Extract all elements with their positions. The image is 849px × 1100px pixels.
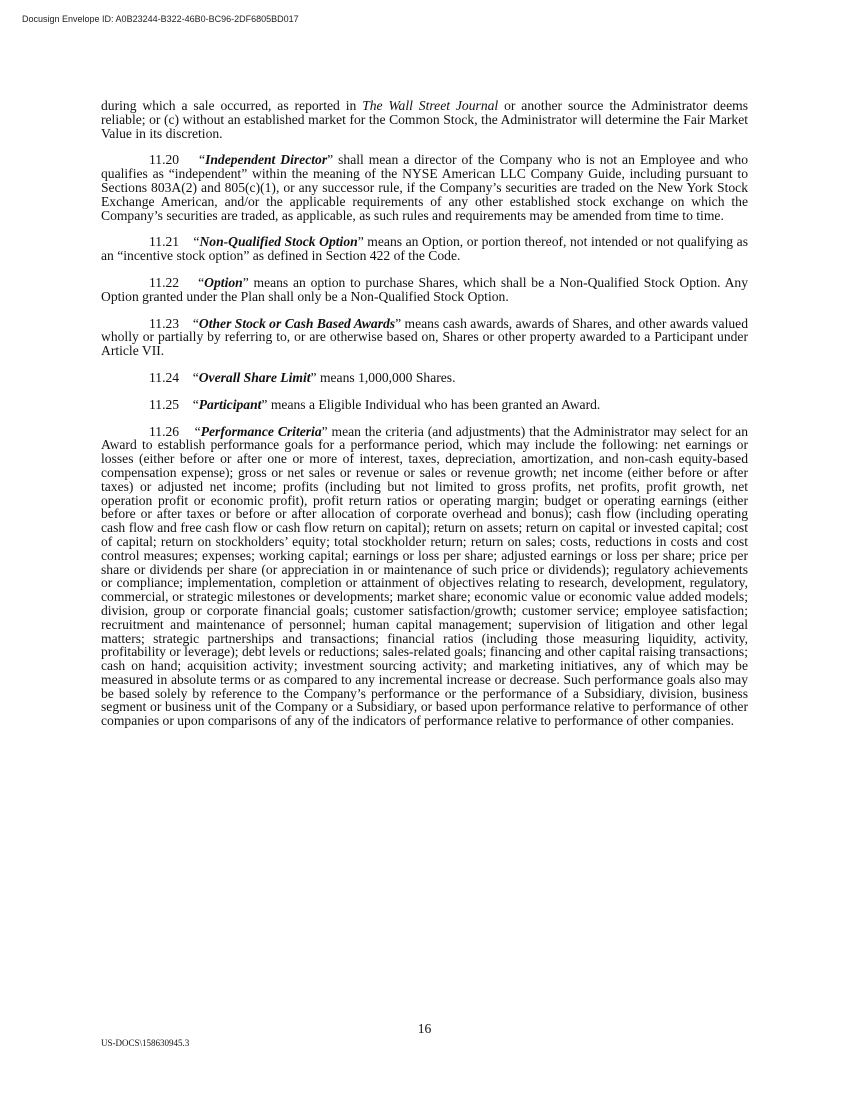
definition-text: ” shall mean a director of the Company who is not an Employee and who qualifies as “independent” within the meaning of the NYSE American LLC Company Guide, including pursuant to Sections 803A(2) and 805(c)(1), or any successor rule, if the Company’s securities are traded on the New York Stock Exchange American, and/or the applicable requirements of any other established stock exchange on which the Company’s securities are traded, as applicable, as such rules and requirements may be amended from time to time. [101,152,748,223]
document-body [101,99,748,741]
definition-text: ” means an option to purchase Shares, which shall be a Non-Qualified Stock Option. Any Option granted under the Plan shall only be a Non-Qualified Stock Option. [101,274,748,304]
section-11-22: 11.22 “Option” means an option to purchase Shares, which shall be a Non-Qualified Stock Option. Any Option granted under the Plan shall only be a Non-Qualified Stock Option. [101,274,748,304]
journal-name: The Wall Street Journal [362,98,499,113]
section-11-25: 11.25 “Participant” means a Eligible Individual who has been granted an Award. [149,396,601,412]
section-number: 11.20 [149,152,180,168]
paragraph-fair-market-value-continued [101,99,748,140]
section-number: 11.24 [149,369,180,385]
definition-text: ” means cash awards, awards of Shares, and other awards valued wholly or partially by referring to, or are otherwise based on, Shares or other property awarded to a Participant under Article VII. [101,315,748,359]
page-number: 16 [417,1021,432,1036]
defined-term: Non-Qualified Stock Option [199,234,358,250]
section-number: 11.23 [149,315,180,331]
document-id-footer: US-DOCS\158630945.3 [101,1038,190,1048]
definition-text: ” means a Eligible Individual who has been granted an Award. [261,396,601,412]
envelope-id-header: Docusign Envelope ID: A0B23244-B322-46B0-BC96-2DF6805BD017 [22,14,299,24]
section-11-20: 11.20 “Independent Director” shall mean a director of the Company who is not an Employee and who qualifies as “independent” within the meaning of the NYSE American LLC Company Guide, including pursuant to Sections 803A(2) and 805(c)(1), or any successor rule, if the Company’s securities are traded on the New York Stock Exchange American, and/or the applicable requirements of any other established stock exchange on which the Company’s securities are traded, as applicable, as such rules and requirements may be amended from time to time. [101,152,748,223]
section-number: 11.21 [149,234,180,250]
section-number: 11.25 [149,396,180,412]
section-number: 11.26 [149,423,180,439]
definition-text: ” means an Option, or portion thereof, not intended or not qualifying as an “incentive stock option” as defined in Section 422 of the Code. [101,234,748,264]
section-11-23: 11.23 “Other Stock or Cash Based Awards” means cash awards, awards of Shares, and other awards valued wholly or partially by referring to, or are otherwise based on, Shares or other property awarded to a Participant under Article VII. [101,315,748,359]
paragraph-text: during which a sale occurred, as reported in [101,98,363,113]
definition-text: ” means 1,000,000 Shares. [310,369,456,385]
defined-term: Independent Director [205,152,328,168]
section-11-26: 11.26 “Performance Criteria” mean the criteria (and adjustments) that the Administrator may select for an Award to establish performance goals for a performance period, which may include the following: net earnings or losses (either before or after one or more of interest, taxes, depreciation, amortization, and non-cash equity-based compensation expense); gross or net sales or revenue or sales or revenue growth; net income (either before or after taxes) or adjusted net income; profits (including but not limited to gross profits, net profits, profit growth, net operation profit or economic profit), profit return ratios or operating margin; budget or operating earnings (either before or after taxes or before or after allocation of corporate overhead and bonus); cash flow (including operating cash flow and free cash flow or cash flow return on capital); return on assets; return on capital or invested capital; cost of capital; return on stockholders’ equity; total stockholder return; return on sales; costs, reductions in costs and cost control measures; expenses; working capital; earnings or loss per share; adjusted earnings or loss per share; price per share or dividends per share (or appreciation in or maintenance of such price or dividends); regulatory achievements or compliance; implementation, completion or attainment of objectives relating to research, development, regulatory, commercial, or strategic milestones or developments; market share; economic value or economic value added models; division, group or corporate financial goals; customer satisfaction/growth; customer service; employee satisfaction; recruitment and maintenance of personnel; human capital management; supervision of litigation and other legal matters; strategic partnerships and transactions; financial ratios (including those measuring liquidity, activity, profitability or leverage); debt levels or reductions; sales-related goals; financing and other capital raising transactions; cash on hand; acquisition activity; investment sourcing activity; and marketing initiatives, any of which may be measured in absolute terms or as compared to any incremental increase or decrease. Such performance goals also may be based solely by reference to the Company’s performance or the performance of a Subsidiary, division, business segment or business unit of the Company or a Subsidiary, or based upon performance relative to performance of other companies or upon comparisons of any of the indicators of performance relative to performance of other companies. [101,423,748,729]
defined-term: Performance Criteria [200,423,322,439]
section-11-21: 11.21 “Non-Qualified Stock Option” means an Option, or portion thereof, not intended or not qualifying as an “incentive stock option” as defined in Section 422 of the Code. [101,234,748,264]
section-number: 11.22 [149,274,180,290]
section-11-24: 11.24 “Overall Share Limit” means 1,000,000 Shares. [149,369,456,385]
defined-term: Participant [198,396,262,412]
defined-term: Overall Share Limit [198,369,311,385]
definition-text: ” mean the criteria (and adjustments) that the Administrator may select for an Award to establish performance goals for a performance period, which may include the following: net earnings or losses (either before or after one or more of interest, taxes, depreciation, amortization, and non-cash equity-based compensation expense); gross or net sales or revenue or sales or revenue growth; net income (either before or after taxes) or adjusted net income; profits (including but not limited to gross profits, net profits, profit growth, net operation profit or economic profit), profit return ratios or operating margin; budget or operating earnings (either before or after taxes or before or after allocation of corporate overhead and bonus); cash flow (including operating cash flow and free cash flow or cash flow return on capital); return on assets; return on capital or invested capital; cost of capital; return on stockholders’ equity; total stockholder return; return on sales; costs, reductions in costs and cost control measures; expenses; working capital; earnings or loss per share; adjusted earnings or loss per share; price per share or dividends per share (or appreciation in or maintenance of such price or dividends); regulatory achievements or compliance; implementation, completion or attainment of objectives relating to research, development, regulatory, commercial, or strategic milestones or developments; market share; economic value or economic value added models; division, group or corporate financial goals; customer satisfaction/growth; customer service; employee satisfaction; recruitment and maintenance of personnel; human capital management; supervision of litigation and other legal matters; strategic partnerships and transactions; financial ratios (including those measuring liquidity, activity, profitability or leverage); debt levels or reductions; sales-related goals; financing and other capital raising transactions; cash on hand; acquisition activity; investment sourcing activity; and marketing initiatives, any of which may be measured in absolute terms or as compared to any incremental increase or decrease. Such performance goals also may be based solely by reference to the Company’s performance or the performance of a Subsidiary, division, business segment or business unit of the Company or a Subsidiary, or based upon performance relative to performance of other companies or upon comparisons of any of the indicators of performance relative to performance of other companies. [101,423,748,729]
defined-term: Option [204,274,243,290]
paragraph-text: or another source the Administrator deems reliable; or (c) without an established market for the Common Stock, the Administrator will determine the Fair Market Value in its discretion. [101,98,748,141]
defined-term: Other Stock or Cash Based Awards [198,315,396,331]
